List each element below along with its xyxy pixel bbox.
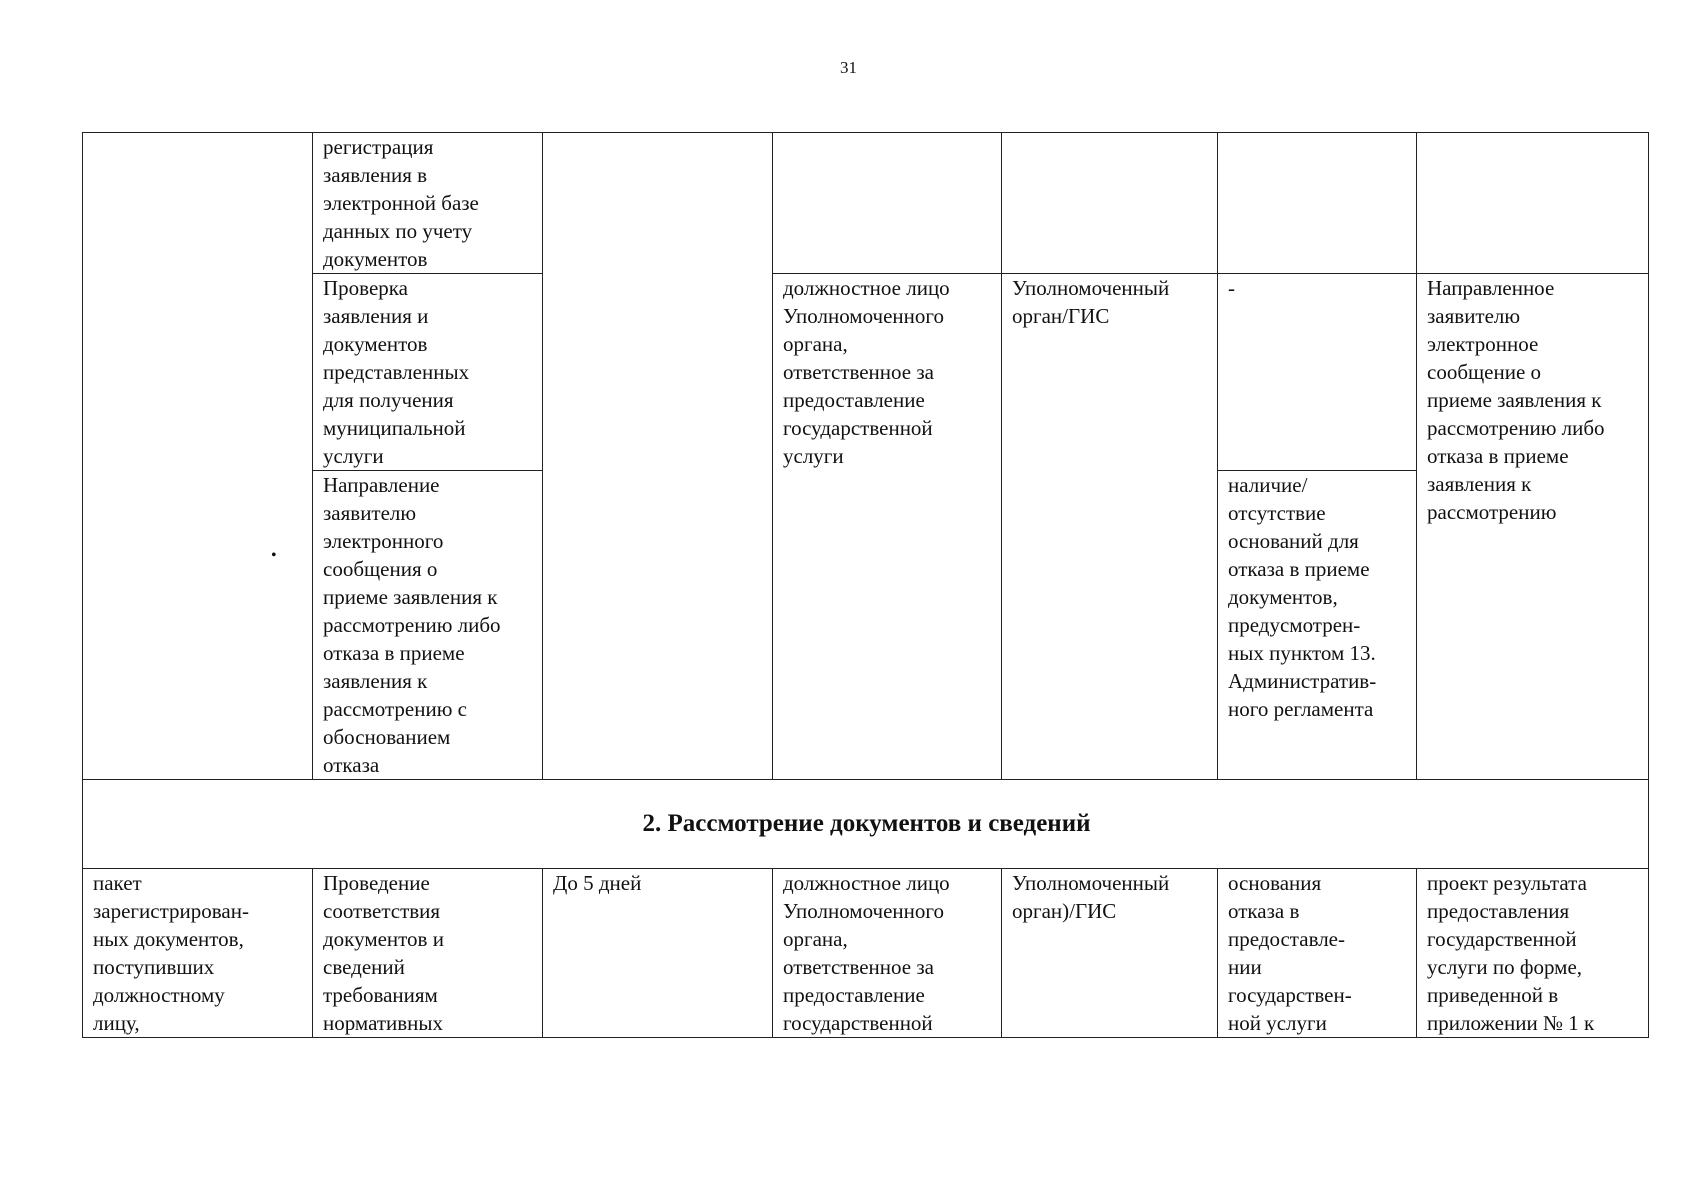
table-cell-empty [83,133,313,780]
table-cell-result: проект результата предоставления государственной услуги по форме, приведенной в приложении № 1 к [1417,869,1649,1038]
table-cell-duration: До 5 дней [543,869,773,1038]
table-cell-empty [1218,133,1417,274]
table-cell-step-check: Проверка заявления и документов представленных для получения муниципальной услуги [313,274,543,471]
table-cell-criteria: наличие/ отсутствие оснований для отказа в приеме документов, предусмотрен- ных пунктом 13. Административ- ного регламента [1218,471,1417,780]
table-cell-empty [773,133,1002,274]
table-cell-step-notify: Направление заявителю электронного сообщения о приеме заявления к рассмотрению либо отказа в приеме заявления к рассмотрению с обоснованием отказа [313,471,543,780]
table-cell-criteria: основания отказа в предоставле- нии государствен- ной услуги [1218,869,1417,1038]
table-cell-action: Проведение соответствия документов и сведений требованиям нормативных [313,869,543,1038]
scan-speck: • [271,547,277,564]
table-cell-criteria: - [1218,274,1417,471]
table-cell-basis: пакет зарегистрирован- ных документов, поступивших должностному лицу, [83,869,313,1038]
table-cell-empty [1002,133,1218,274]
procedure-table [82,132,1649,1038]
section-title: 2. Рассмотрение документов и сведений [83,780,1649,869]
table-cell-responsible: должностное лицо Уполномоченного органа, ответственное за предоставление государственной услуги [773,274,1002,780]
table-cell-result: Направленное заявителю электронное сообщение о приеме заявления к рассмотрению либо отказа в приеме заявления к рассмотрению [1417,274,1649,780]
table-cell-step-registration: регистрация заявления в электронной базе данных по учету документов [313,133,543,274]
section-row [83,780,1649,869]
table-row [83,869,1649,1038]
table-cell-empty [1417,133,1649,274]
table-cell-responsible: должностное лицо Уполномоченного органа, ответственное за предоставление государственной [773,869,1002,1038]
table-row [83,133,1649,274]
table-cell-place: Уполномоченный орган/ГИС [1002,274,1218,780]
page-number: 31 [840,58,857,77]
table-cell-place: Уполномоченный орган)/ГИС [1002,869,1218,1038]
table-row [83,274,1649,471]
table-cell-empty [543,133,773,780]
